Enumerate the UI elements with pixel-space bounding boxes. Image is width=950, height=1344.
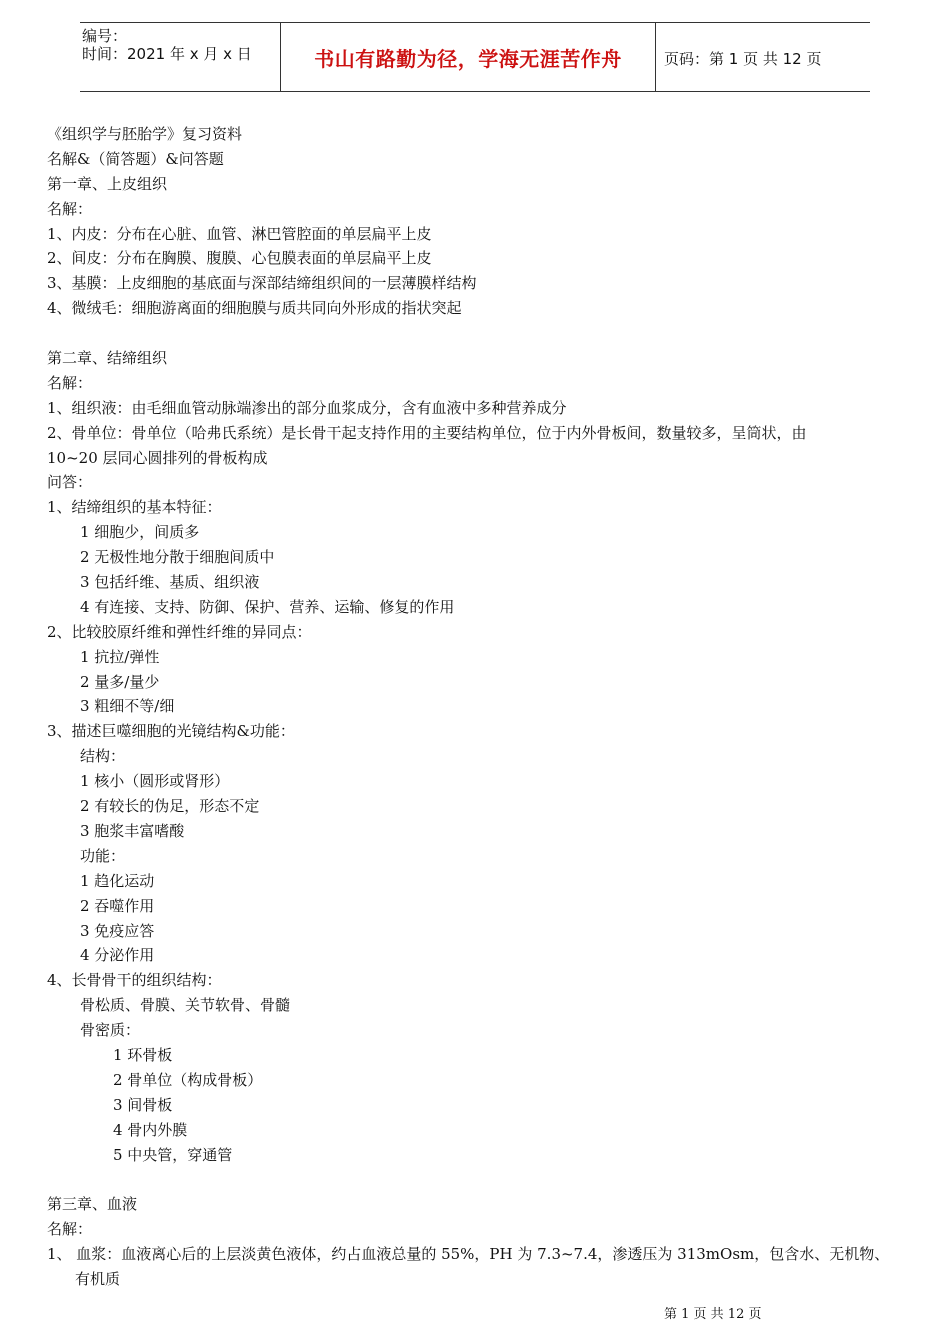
text-line: 4 骨内外膜: [113, 1120, 188, 1139]
text-line: 2 无极性地分散于细胞间质中: [80, 548, 275, 567]
document-body: [47, 122, 927, 1292]
document-time-label: 时间：2021 年 x 月 x 日: [82, 45, 252, 63]
text-line: 1 核小（圆形或肾形）: [80, 772, 230, 791]
blank-line: [47, 1167, 927, 1192]
text-line: 1 环骨板: [113, 1045, 173, 1064]
page-header: [80, 22, 870, 92]
text-line: 名解：: [47, 199, 93, 218]
blank-line: [47, 321, 927, 346]
text-line: 4、长骨骨干的组织结构：: [47, 971, 222, 990]
text-line: 有机质: [75, 1269, 121, 1288]
header-left-cell: [82, 27, 280, 63]
text-line: 名解：: [47, 373, 93, 392]
text-line: 第三章、血液: [47, 1195, 138, 1214]
text-line: 3、描述巨噬细胞的光镜结构&功能：: [47, 722, 295, 741]
text-line: 2 有较长的伪足，形态不定: [80, 797, 260, 816]
text-line: 骨密质：: [80, 1021, 141, 1040]
text-line: 10~20 层同心圆排列的骨板构成: [47, 448, 268, 467]
document-number-label: 编号：: [82, 27, 128, 45]
text-line: 1 趋化运动: [80, 871, 155, 890]
text-line: 3 粗细不等/细: [80, 697, 175, 716]
text-line: 3 包括纤维、基质、组织液: [80, 573, 260, 592]
text-line: 2、比较胶原纤维和弹性纤维的异同点：: [47, 622, 312, 641]
text-line: 名解&（简答题）&问答题: [47, 149, 224, 168]
text-line: 3 免疫应答: [80, 921, 155, 940]
text-line: 1、组织液：由毛细血管动脉端渗出的部分血浆成分，含有血液中多种营养成分: [47, 398, 567, 417]
text-line: 3 间骨板: [113, 1095, 173, 1114]
text-line: 功能：: [80, 846, 126, 865]
text-line: 5 中央管，穿通管: [113, 1145, 233, 1164]
text-line: 结构：: [80, 747, 126, 766]
text-line: 1、内皮：分布在心脏、血管、淋巴管腔面的单层扁平上皮: [47, 224, 432, 243]
text-line: 2 骨单位（构成骨板）: [113, 1070, 263, 1089]
text-line: 2 吞噬作用: [80, 896, 155, 915]
text-line: 1 细胞少，间质多: [80, 523, 200, 542]
text-line: 3、基膜：上皮细胞的基底面与深部结缔组织间的一层薄膜样结构: [47, 274, 477, 293]
text-line: 4 分泌作用: [80, 946, 155, 965]
text-line: 2、间皮：分布在胸膜、腹膜、心包膜表面的单层扁平上皮: [47, 249, 432, 268]
text-line: 4 有连接、支持、防御、保护、营养、运输、修复的作用: [80, 597, 455, 616]
text-line: 2、骨单位：骨单位（哈弗氏系统）是长骨干起支持作用的主要结构单位，位于内外骨板间，数量较多，呈筒状，由: [47, 423, 807, 442]
text-line: 4、微绒毛：细胞游离面的细胞膜与质共同向外形成的指状突起: [47, 299, 462, 318]
text-line: 问答：: [47, 473, 93, 492]
page-footer: 第 1 页 共 12 页: [664, 1307, 762, 1322]
text-line: 2 量多/量少: [80, 672, 160, 691]
text-line: 骨松质、骨膜、关节软骨、骨髓: [80, 996, 291, 1015]
text-line: 《组织学与胚胎学》复习资料: [47, 125, 243, 143]
header-motto: 书山有路勤为径，学海无涯苦作舟: [280, 23, 656, 91]
text-line: 1、 血浆：血液离心后的上层淡黄色液体，约占血液总量的 55%，PH 为 7.3~7.4，渗透压为 313mOsm，包含水、无机物、: [47, 1245, 890, 1264]
text-line: 3 胞浆丰富嗜酸: [80, 821, 185, 840]
text-line: 第一章、上皮组织: [47, 174, 168, 193]
text-line: 名解：: [47, 1220, 93, 1239]
text-line: 1 抗拉/弹性: [80, 647, 160, 666]
text-line: 1、结缔组织的基本特征：: [47, 498, 222, 517]
header-page-label: 页码：第 1 页 共 12 页: [664, 50, 822, 68]
text-line: 第二章、结缔组织: [47, 349, 168, 368]
